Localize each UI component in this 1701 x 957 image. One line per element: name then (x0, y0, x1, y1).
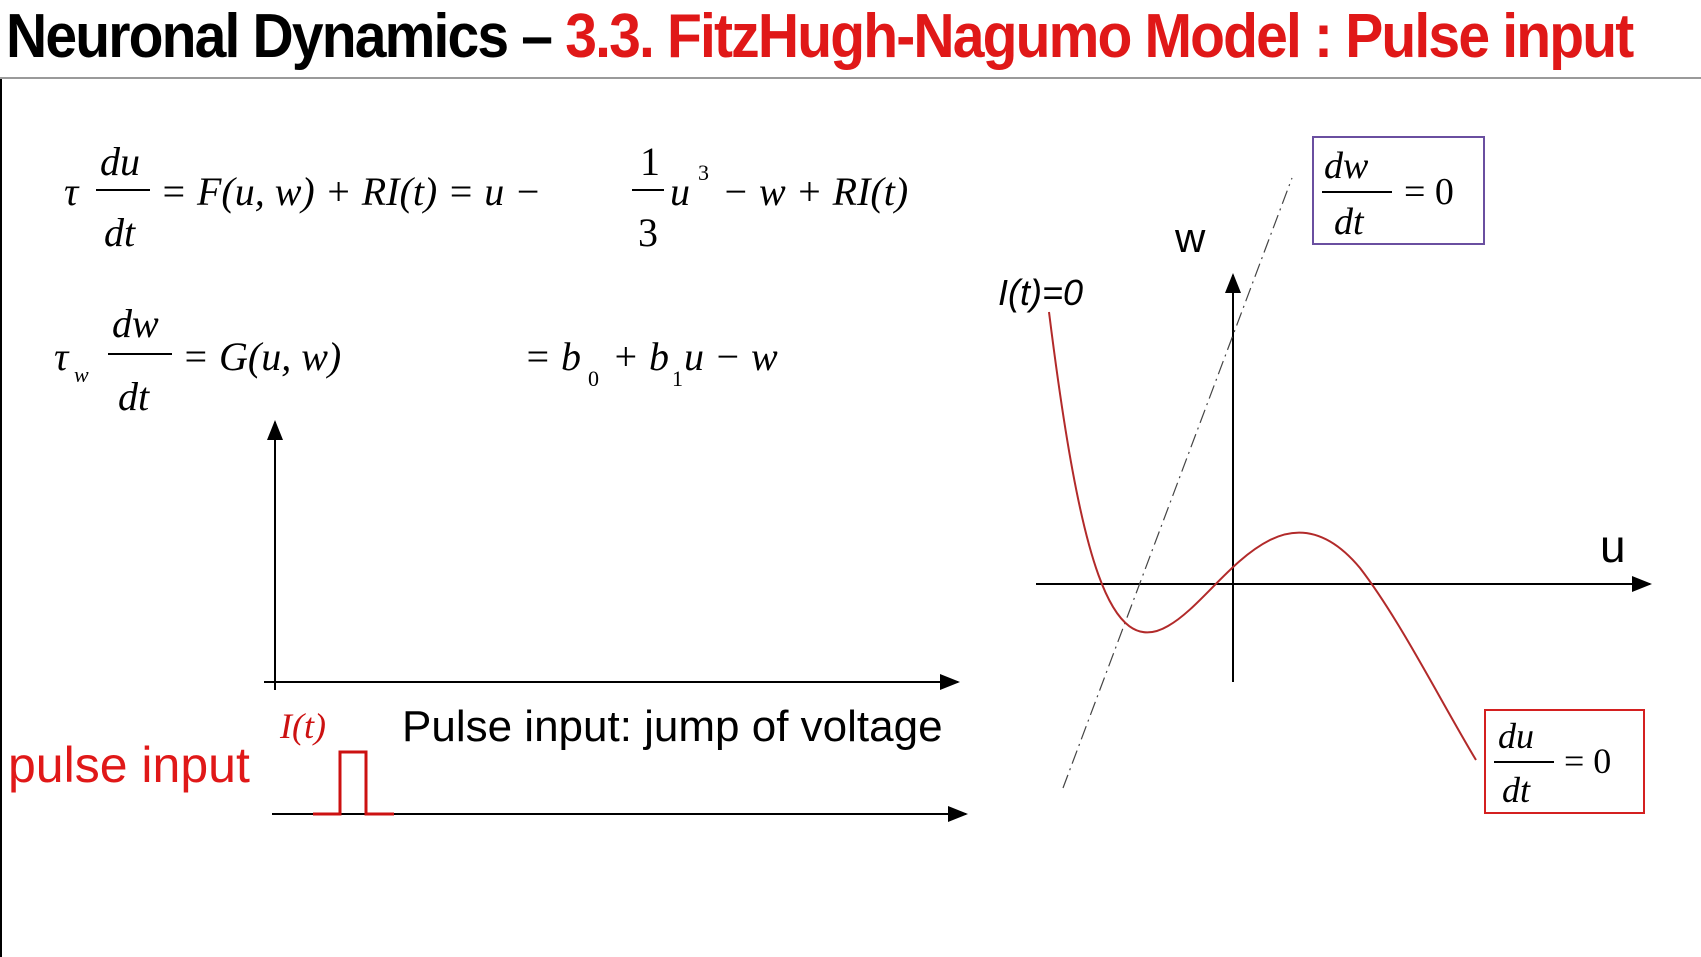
title-prefix: Neuronal Dynamics – (6, 2, 552, 71)
u-nullcline-rhs: = 0 (1564, 741, 1612, 781)
eq2-tau: τ (54, 334, 69, 379)
eq2-den: dt (118, 374, 150, 419)
eq2-num: dw (112, 301, 159, 346)
phase-plane (998, 137, 1650, 813)
eq1-den: dt (104, 210, 136, 255)
eq1-u: u (670, 169, 690, 214)
eq1-frac-num: 1 (640, 139, 660, 184)
pulse-waveform (313, 752, 394, 814)
eq2-rhs-eq: = b (524, 334, 581, 379)
pulse-caption: Pulse input: jump of voltage (402, 702, 943, 751)
eq2-sub0: 0 (588, 366, 599, 391)
title-section: 3.3. (565, 2, 653, 71)
w-nullcline-den: dt (1334, 201, 1364, 243)
eq1-mid: = F(u, w) + RI(t) = u − (160, 169, 542, 214)
eq1-num: du (100, 139, 140, 184)
u-nullcline-curve (1049, 312, 1476, 760)
w-axis-label: w (1175, 214, 1206, 261)
eq1-tau: τ (64, 169, 79, 214)
w-nullcline-rhs: = 0 (1404, 171, 1454, 213)
eq1-frac-den: 3 (638, 210, 658, 255)
eq2-tail: u − w (684, 334, 778, 379)
time-plot-axes (264, 422, 958, 690)
w-nullcline-num: dw (1324, 145, 1369, 187)
eq1-exp: 3 (698, 160, 709, 185)
eq2-sub1: 1 (672, 366, 683, 391)
u-axis-label: u (1600, 520, 1626, 572)
u-nullcline-den: dt (1502, 770, 1531, 810)
equation-du-dt (64, 139, 908, 255)
pulse-input-current-label: I(t) (280, 706, 326, 746)
eq1-tail: − w + RI(t) (722, 169, 909, 214)
title-topic: FitzHugh-Nagumo Model : Pulse input (666, 2, 1633, 71)
w-nullcline-line (1063, 178, 1292, 788)
equation-dw-dt (54, 301, 778, 419)
current-zero-label: I(t)=0 (998, 272, 1084, 313)
eq2-plus-b: + b (612, 334, 669, 379)
u-nullcline-num: du (1498, 716, 1534, 756)
eq2-mid: = G(u, w) (182, 334, 342, 379)
pulse-input-side-label: pulse input (8, 737, 250, 793)
eq2-sub: w (74, 362, 89, 387)
